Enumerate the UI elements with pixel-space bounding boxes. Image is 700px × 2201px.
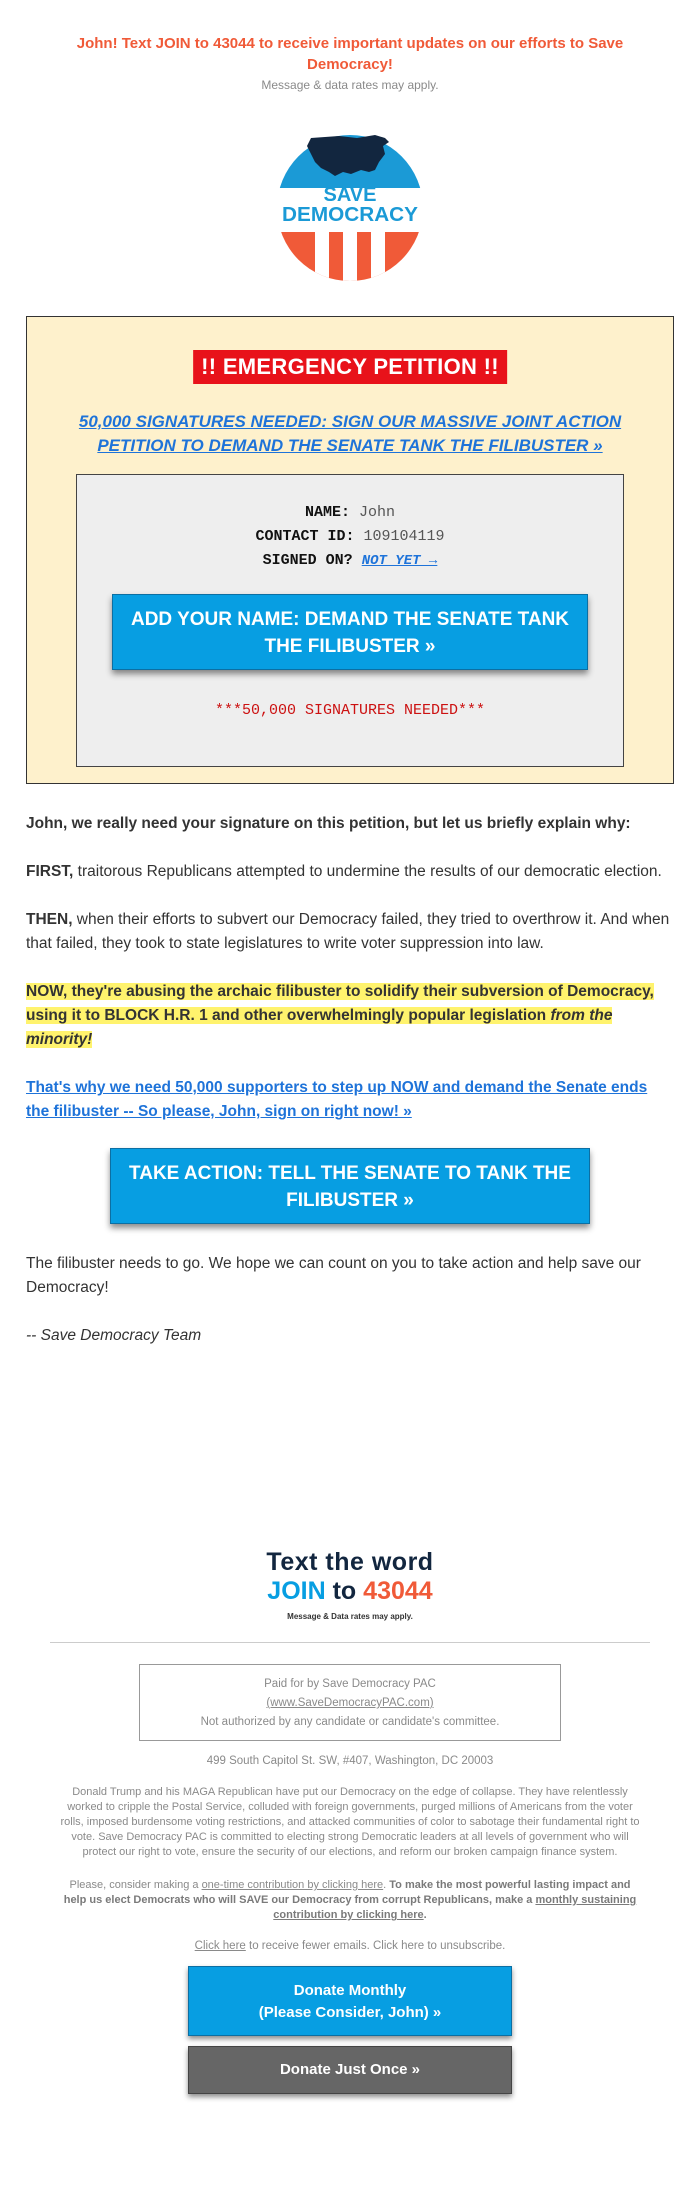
- intro-paragraph: [26, 812, 674, 836]
- contact-value: 109104119: [363, 528, 445, 545]
- monthly-link[interactable]: monthly sustaining contribution by clicking here: [273, 1894, 637, 1921]
- closing-paragraph: [26, 1252, 674, 1300]
- name-row: [77, 501, 623, 525]
- first-lead: FIRST,: [26, 863, 74, 880]
- divider: [50, 1642, 650, 1643]
- signed-label: SIGNED ON?: [262, 552, 353, 569]
- now-italic: from the minority!: [26, 1007, 613, 1048]
- signoff: [26, 1324, 674, 1348]
- pac-website-link[interactable]: (www.SaveDemocracyPAC.com): [266, 1697, 434, 1709]
- join-word: JOIN: [267, 1577, 326, 1605]
- save-democracy-logo: [277, 132, 423, 284]
- footer-rates: Message & Data rates may apply.: [287, 1612, 413, 1621]
- not-yet-link[interactable]: NOT YET →: [361, 553, 438, 569]
- join-line: [0, 1577, 700, 1606]
- contrib-end: .: [423, 1909, 427, 1921]
- footer: [0, 1548, 700, 2094]
- name-label: NAME:: [304, 504, 350, 521]
- message-body: [26, 812, 674, 1348]
- text-the-word: Text the word: [266, 1548, 434, 1576]
- petition-fields: [77, 501, 623, 573]
- logo-line2: DEMOCRACY: [282, 204, 419, 226]
- rates-note: Message & data rates may apply.: [261, 78, 439, 92]
- sms-number: 43044: [363, 1577, 433, 1605]
- sms-header: [0, 0, 700, 92]
- donate-monthly-sublabel: (Please Consider, John) »: [258, 2004, 442, 2021]
- to-word: to: [332, 1577, 357, 1605]
- signed-row: [77, 549, 623, 573]
- closing-text: The filibuster needs to go. We hope we can count on you to take action and help save our Democracy!: [26, 1255, 641, 1296]
- not-authorized: Not authorized by any candidate or candidate's committee.: [200, 1716, 500, 1728]
- petition-box: [26, 316, 674, 784]
- now-text: NOW, they're abusing the archaic filibuster to solidify their subversion of Democracy, using it to BLOCK H.R. 1 and other overwhelmingly popular legislation: [26, 983, 654, 1024]
- then-lead: THEN,: [26, 911, 73, 928]
- fewer-emails-link[interactable]: Click here: [194, 1940, 246, 1952]
- petition-link[interactable]: 50,000 SIGNATURES NEEDED: SIGN OUR MASSIVE JOINT ACTION PETITION TO DEMAND THE SENATE TANK THE FILIBUSTER »: [78, 412, 622, 455]
- add-your-name-button[interactable]: ADD YOUR NAME: DEMAND THE SENATE TANK THE FILIBUSTER »: [112, 594, 588, 670]
- take-action-button[interactable]: TAKE ACTION: TELL THE SENATE TO TANK THE FILIBUSTER »: [110, 1148, 590, 1224]
- contribution-text: [0, 1878, 700, 1923]
- then-paragraph: [26, 908, 674, 956]
- sign-on-link[interactable]: That's why we need 50,000 supporters to step up NOW and demand the Senate ends the filibuster -- So please, John, sign on right now! »: [26, 1079, 648, 1120]
- link-paragraph: [26, 1076, 674, 1124]
- contrib-bold: To make the most powerful lasting impact and help us elect Democrats who will SAVE our Democracy from corrupt Republicans, make a: [63, 1879, 631, 1906]
- logo-line1: SAVE: [323, 184, 377, 206]
- paid-for-box: [139, 1664, 561, 1741]
- address: 499 South Capitol St. SW, #407, Washington, DC 20003: [206, 1755, 494, 1767]
- now-paragraph: [26, 980, 674, 1052]
- signoff-text: -- Save Democracy Team: [26, 1327, 202, 1344]
- emergency-banner: !! EMERGENCY PETITION !!: [193, 350, 507, 384]
- unsubscribe-text[interactable]: to receive fewer emails. Click here to unsubscribe.: [245, 1940, 506, 1952]
- contact-label: CONTACT ID:: [255, 528, 355, 545]
- unsubscribe-line: [0, 1940, 700, 1952]
- signatures-needed: ***50,000 SIGNATURES NEEDED***: [214, 702, 486, 719]
- about-text: Donald Trump and his MAGA Republican have put our Democracy on the edge of collapse. They have relentlessly worked to cripple the Postal Service, colluded with foreign governments, purged millions of Americans from the voter rolls, imposed burdensome voting restrictions, and attacked communities of color to sabotage their fundamental right to vote. Save Democracy PAC is committed to electing strong Democratic leaders at all levels of government who will protect our right to vote, ensure the security of our elections, and reform our broken campaign finance system.: [60, 1786, 640, 1858]
- intro-text: John, we really need your signature on this petition, but let us briefly explain why:: [26, 815, 631, 832]
- one-time-link[interactable]: one-time contribution by clicking here: [201, 1879, 384, 1891]
- contact-row: [77, 525, 623, 549]
- petition-form: [76, 474, 624, 767]
- donate-once-button[interactable]: Donate Just Once »: [188, 2046, 512, 2094]
- donate-monthly-button[interactable]: [188, 1966, 512, 2036]
- contrib-text-1: Please, consider making a: [69, 1879, 202, 1891]
- name-value: John: [359, 504, 396, 521]
- sms-invite: John! Text JOIN to 43044 to receive important updates on our efforts to Save Democracy!: [76, 35, 624, 73]
- paid-by: Paid for by Save Democracy PAC: [264, 1678, 436, 1690]
- first-paragraph: [26, 860, 674, 884]
- contrib-text-2: .: [383, 1879, 390, 1891]
- first-text: traitorous Republicans attempted to undermine the results of our democratic election.: [73, 863, 662, 880]
- donate-monthly-label: Donate Monthly: [293, 1982, 407, 1999]
- then-text: when their efforts to subvert our Democracy failed, they tried to overthrow it. And when that failed, they took to state legislatures to write voter suppression into law.: [26, 911, 670, 952]
